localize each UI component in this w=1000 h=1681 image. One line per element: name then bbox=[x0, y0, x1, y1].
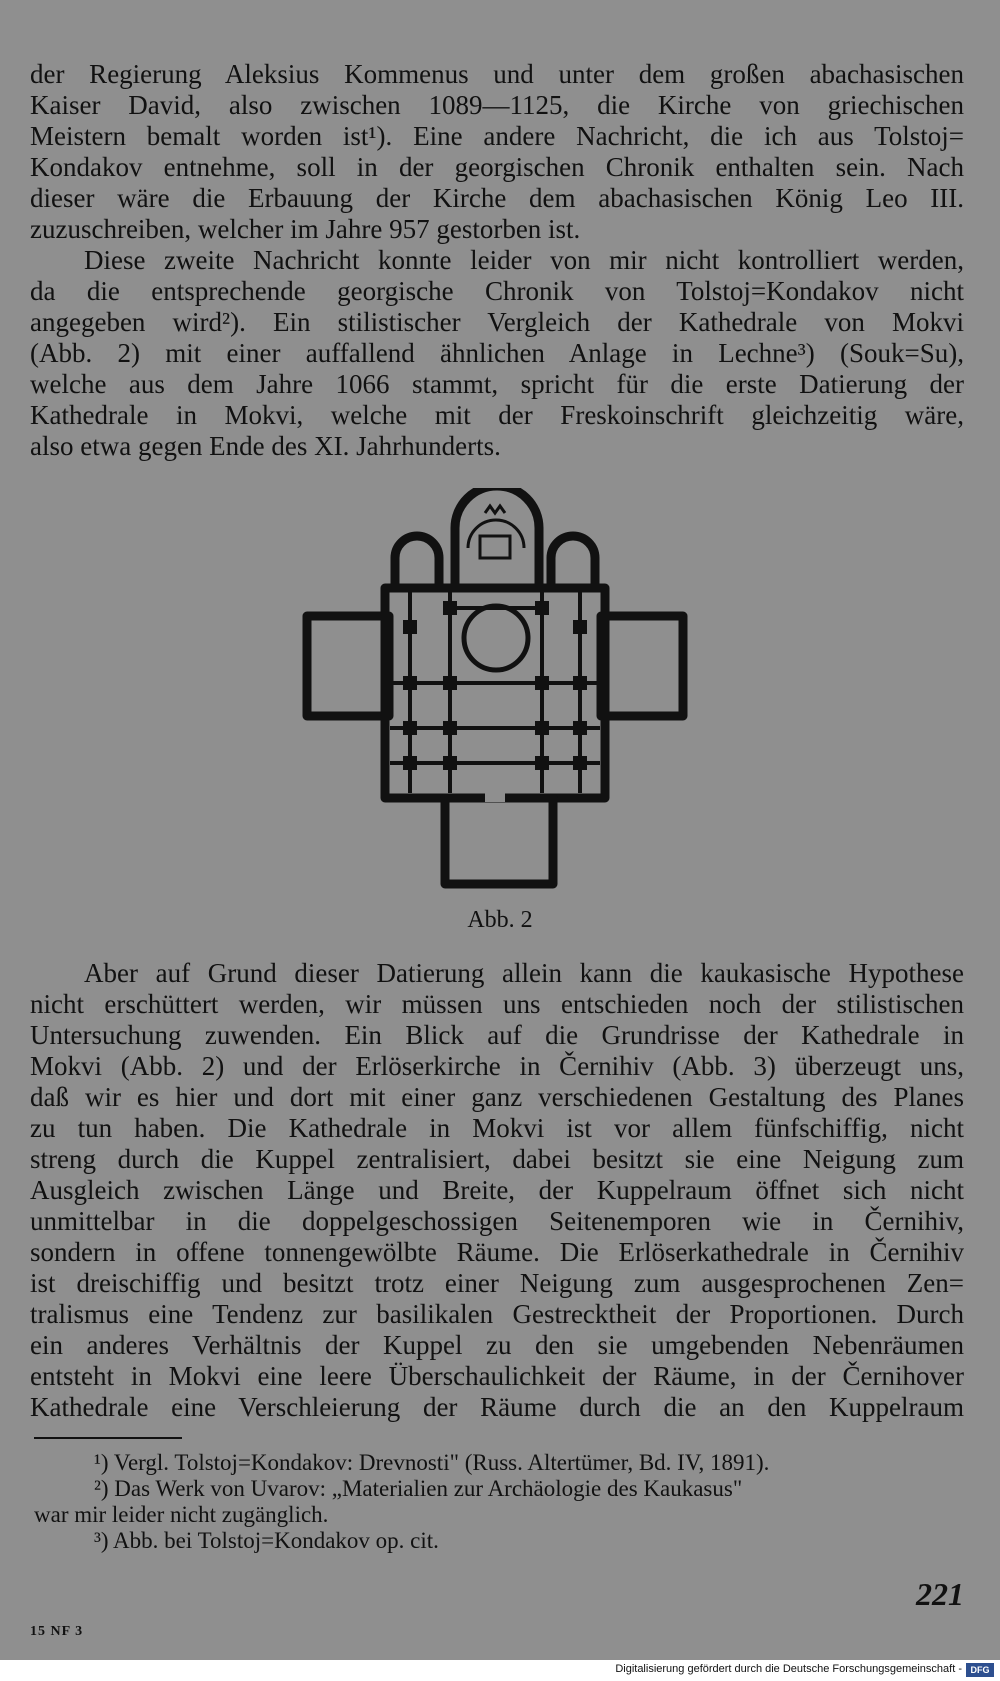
text-line: welche aus dem Jahre 1066 stammt, spricht für die erste Datierung der bbox=[30, 369, 964, 399]
text-line: der Regierung Aleksius Kommenus und unter dem großen abachasischen bbox=[30, 59, 964, 89]
text-line: ist dreischiffig und besitzt trotz einer Neigung zum ausgesprochenen Zen= bbox=[30, 1268, 964, 1298]
text-line: unmittelbar in die doppelgeschossigen Seitenemporen wie in Černihiv, bbox=[30, 1206, 964, 1236]
text-line: Kondakov entnehme, soll in der georgischen Chronik enthalten sein. Nach bbox=[30, 152, 964, 182]
text-line: zu tun haben. Die Kathedrale in Mokvi ist vor allem fünfschiffig, nicht bbox=[30, 1113, 964, 1143]
text-line: zuzuschreiben, welcher im Jahre 957 gestorben ist. bbox=[30, 214, 581, 244]
text-line: Mokvi (Abb. 2) und der Erlöserkirche in Černihiv (Abb. 3) überzeugt uns, bbox=[30, 1051, 964, 1081]
page-number: 221 bbox=[916, 1576, 964, 1612]
text-line: tralismus eine Tendenz zur basilikalen Gestrecktheit der Proportionen. Durch bbox=[30, 1299, 964, 1329]
signature-mark: 15 NF 3 bbox=[30, 1624, 84, 1639]
text-line: dieser wäre die Erbauung der Kirche dem abachasischen König Leo III. bbox=[30, 183, 964, 213]
text-line: Diese zweite Nachricht konnte leider von mir nicht kontrolliert werden, bbox=[84, 245, 964, 275]
text-line: sondern in offene tonnengewölbte Räume. Die Erlöserkathedrale in Černihiv bbox=[30, 1237, 964, 1267]
text-line: ein anderes Verhältnis der Kuppel zu den sie umgebenden Nebenräumen bbox=[30, 1330, 964, 1360]
footer-credit: Digitalisierung gefördert durch die Deutsche Forschungsgemeinschaft - bbox=[615, 1663, 962, 1675]
text-line: (Abb. 2) mit einer auffallend ähnlichen Anlage in Lechne³) (Souk=Su), bbox=[30, 338, 964, 368]
dfg-logo: DFG bbox=[966, 1663, 994, 1677]
footnotes bbox=[34, 1450, 968, 1554]
text-line: entsteht in Mokvi eine leere Überschaulichkeit der Räume, in der Černihover bbox=[30, 1361, 964, 1391]
footnote-3: ³) Abb. bei Tolstoj=Kondakov op. cit. bbox=[94, 1528, 439, 1553]
text-line: angegeben wird²). Ein stilistischer Vergleich der Kathedrale von Mokvi bbox=[30, 307, 964, 337]
text-line: Kaiser David, also zwischen 1089—1125, die Kirche von griechischen bbox=[30, 90, 964, 120]
footnote-2: ²) Das Werk von Uvarov: „Materialien zur Archäologie des Kaukasus" bbox=[94, 1476, 743, 1501]
footnote-divider bbox=[34, 1437, 182, 1439]
footnote-1: ¹) Vergl. Tolstoj=Kondakov: Drevnosti" (Russ. Altertümer, Bd. IV, 1891). bbox=[94, 1450, 770, 1475]
text-line: da die entsprechende georgische Chronik von Tolstoj=Kondakov nicht bbox=[30, 276, 964, 306]
text-line: nicht erschüttert werden, wir müssen uns entschieden noch der stilistischen bbox=[30, 989, 964, 1019]
text-line: Kathedrale eine Verschleierung der Räume durch die an den Kuppelraum bbox=[30, 1392, 964, 1422]
text-line: Untersuchung zuwenden. Ein Blick auf die Grundrisse der Kathedrale in bbox=[30, 1020, 964, 1050]
text-line: also etwa gegen Ende des XI. Jahrhunderts. bbox=[30, 431, 501, 461]
text-line: daß wir es hier und dort mit einer ganz verschiedenen Gestaltung des Planes bbox=[30, 1082, 964, 1112]
text-line: Ausgleich zwischen Länge und Breite, der Kuppelraum öffnet sich nicht bbox=[30, 1175, 964, 1205]
figure-caption: Abb. 2 bbox=[467, 907, 533, 933]
paragraph-3 bbox=[30, 958, 964, 1423]
paragraph-1 bbox=[30, 59, 964, 245]
church-floor-plan bbox=[300, 488, 690, 893]
text-line: Kathedrale in Mokvi, welche mit der Freskoinschrift gleichzeitig wäre, bbox=[30, 400, 964, 430]
text-line: streng durch die Kuppel zentralisiert, dabei besitzt sie eine Neigung zum bbox=[30, 1144, 964, 1174]
paragraph-2 bbox=[30, 245, 964, 462]
text-line: Meistern bemalt worden ist¹). Eine andere Nachricht, die ich aus Tolstoj= bbox=[30, 121, 964, 151]
footnote-2-continued: war mir leider nicht zugänglich. bbox=[34, 1502, 329, 1527]
text-line: Aber auf Grund dieser Datierung allein kann die kaukasische Hypothese bbox=[84, 958, 964, 988]
